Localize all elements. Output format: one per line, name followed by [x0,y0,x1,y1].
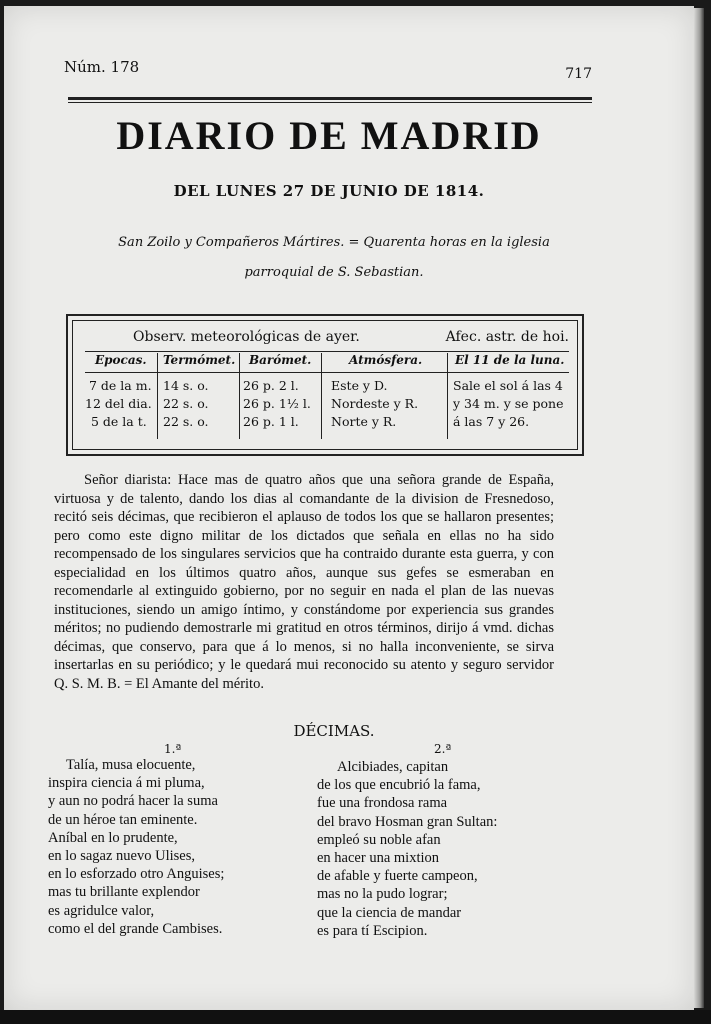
verse-line: del bravo Hosman gran Sultan: [317,813,498,830]
saints-line-2: parroquial de S. Sebastian. [244,265,424,280]
verse-line: mas tu brillante explendor [48,884,200,901]
row2-termo: 22 s. o. [163,396,209,411]
verse-line: es agridulce valor, [48,902,155,919]
row2-baro: 26 p. 1½ l. [243,396,311,411]
verse-number-1: 1.ª [164,742,182,756]
col-epocas: Epocas. [95,353,147,367]
verse-line: empleó su noble afan [317,831,441,848]
row2-atmos: Nordeste y R. [331,396,419,411]
issue-date: DEL LUNES 27 DE JUNIO DE 1814. [173,182,485,200]
decima-first [48,756,224,938]
verse-line: es para tí Escipion. [317,922,428,939]
row3-baro: 26 p. 1 l. [243,414,299,429]
saints-of-day [84,228,584,288]
verse-line: fue una frondosa rama [317,795,448,812]
row1-baro: 26 p. 2 l. [243,378,299,393]
verse-line: en lo esforzado otro Anguises; [48,866,225,883]
row3-epoca: 5 de la t. [91,414,147,429]
verse-line: que la ciencia de mandar [317,904,462,921]
header-rule-thin [68,102,592,103]
page-header [64,58,592,80]
letter-to-editor [54,471,554,693]
masthead-title: DIARIO DE MADRID [116,113,542,158]
verse-line: Alcibiades, capitan [337,759,449,775]
weather-table-inner [72,320,578,450]
issue-number: Núm. 178 [64,58,140,76]
col-luna: El 11 de la luna. [455,353,565,367]
col-termometro: Termómet. [163,353,236,367]
weather-rule-top [85,351,569,352]
verse-line: como el del grande Cambises. [48,920,223,937]
verse-line: inspira ciencia á mi pluma, [48,775,205,792]
page-number: 717 [565,66,592,82]
verse-line: de afable y fuerte campeon, [317,868,478,885]
newspaper-page [4,6,694,1010]
row1-epoca: 7 de la m. [89,378,152,393]
scan-border [0,1010,711,1024]
col-divider [447,353,448,439]
verse-line: de los que encubrió la fama, [317,777,481,794]
col-divider [157,353,158,439]
letter-paragraph: Señor diarista: Hace mas de quatro años que una señora grande de España, virtuosa y de talento, dando los dias al comandante de la division de Fresnedoso, recitó seis décimas, que recibieron el aplauso de todos los que se hallaron presentes; pero como este digno militar de los dictados que señala en ellas no ha sido recompensado de los singulares servicios que ha contraido durante esta guerra, y con especialidad en los últimos quatro años, aunque sus gefes se esmeraban en recomendarle al extinguido gobierno, por no seguir en nada el plan de las nuevas instituciones, siendo un amigo íntimo, y constándome por experiencia sus grandes méritos; no pudiendo demostrarle mi gratitud en otros términos, dirijo á vmd. dichas décimas, que conservo, para que á lo menos, si no halla inconveniente, se sirva insertarlas en su periódico; y le quedará mui reconocido su atento y seguro servidor Q. S. M. B. = El Amante del mérito. [54,472,554,692]
astro-line-1: Sale el sol á las 4 [453,378,563,393]
row1-termo: 14 s. o. [163,378,209,393]
page-edge [694,8,704,1008]
row3-atmos: Norte y R. [331,414,397,429]
col-divider [239,353,240,439]
astro-line-2: y 34 m. y se pone [453,396,564,411]
weather-heading: Observ. meteorológicas de ayer. [133,329,360,345]
astro-heading: Afec. astr. de hoi. [445,329,569,345]
verse-line: en lo sagaz nuevo Ulises, [48,848,195,865]
header-rule-thick [68,97,592,100]
verse-line: de un héroe tan eminente. [48,811,198,828]
col-divider [321,353,322,439]
verse-line: en hacer una mixtion [317,850,439,867]
decimas-heading: DÉCIMAS. [293,722,375,740]
astro-line-3: á las 7 y 26. [453,414,530,429]
verse-line: Talía, musa elocuente, [66,757,196,773]
col-barometro: Barómet. [249,353,312,367]
saints-line-1: San Zoilo y Compañeros Mártires. = Quarenta horas en la iglesia [118,235,550,250]
row1-atmos: Este y D. [331,378,388,393]
verse-line: Aníbal en lo prudente, [48,829,178,846]
verse-line: mas no la pudo lograr; [317,886,448,903]
col-atmosfera: Atmósfera. [349,353,423,367]
weather-table [66,314,584,456]
decima-second [317,758,497,940]
row2-epoca: 12 del dia. [85,396,152,411]
verse-number-2: 2.ª [434,742,452,756]
verse-line: y aun no podrá hacer la suma [48,793,218,810]
row3-termo: 22 s. o. [163,414,209,429]
